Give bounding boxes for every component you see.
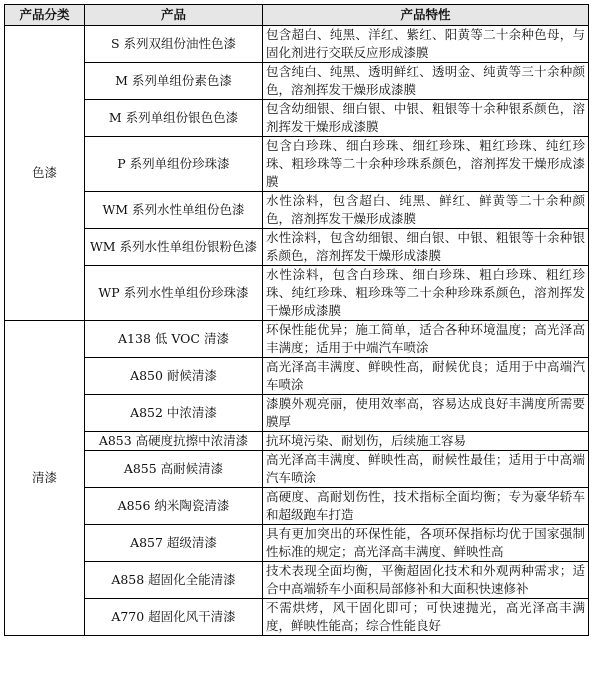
table-row — [5, 599, 589, 636]
features-cell: 水性涂料，包含白珍珠、细白珍珠、粗白珍珠、粗红珍珠、纯红珍珠、粗珍珠等二十余种珍珠系颜色，溶剂挥发干燥形成漆膜 — [263, 266, 589, 321]
features-cell: 高光泽高丰满度、鲜映性高，耐候优良；适用于中高端汽车喷涂 — [263, 358, 589, 395]
product-cell: A855 高耐候清漆 — [85, 451, 263, 488]
product-cell: WP 系列水性单组份珍珠漆 — [85, 266, 263, 321]
features-cell: 包含白珍珠、细白珍珠、细红珍珠、粗红珍珠、纯红珍珠、粗珍珠等二十余种珍珠系颜色，溶剂挥发干燥形成漆膜 — [263, 137, 589, 192]
features-cell: 包含纯白、纯黑、透明鲜红、透明金、纯黄等三十余种颜色，溶剂挥发干燥形成漆膜 — [263, 63, 589, 100]
product-table-container — [4, 4, 588, 636]
features-cell: 技术表现全面均衡，平衡超固化技术和外观两种需求；适合中高端轿车小面积局部修补和大面积快速修补 — [263, 562, 589, 599]
features-cell: 漆膜外观亮丽，使用效率高，容易达成良好丰满度所需要膜厚 — [263, 395, 589, 432]
table-row — [5, 100, 589, 137]
header-product: 产品 — [85, 5, 263, 26]
features-cell: 水性涂料，包含幼细银、细白银、中银、粗银等十余种银系颜色，溶剂挥发干燥形成漆膜 — [263, 229, 589, 266]
table-row — [5, 26, 589, 63]
table-row — [5, 321, 589, 358]
features-cell: 不需烘烤，风干固化即可；可快速抛光，高光泽高丰满度，鲜映性能高；综合性能良好 — [263, 599, 589, 636]
table-row — [5, 137, 589, 192]
features-cell: 高光泽高丰满度、鲜映性高，耐候性最佳；适用于中高端汽车喷涂 — [263, 451, 589, 488]
features-cell: 具有更加突出的环保性能，各项环保指标均优于国家强制性标准的规定；高光泽高丰满度、鲜映性高 — [263, 525, 589, 562]
header-features: 产品特性 — [263, 5, 589, 26]
product-cell: S 系列双组份油性色漆 — [85, 26, 263, 63]
table-row — [5, 63, 589, 100]
product-cell: WM 系列水性单组份色漆 — [85, 192, 263, 229]
product-table — [4, 4, 589, 636]
product-cell: A856 纳米陶瓷清漆 — [85, 488, 263, 525]
table-row — [5, 488, 589, 525]
table-row — [5, 451, 589, 488]
features-cell: 包含幼细银、细白银、中银、粗银等十余种银系颜色，溶剂挥发干燥形成漆膜 — [263, 100, 589, 137]
product-cell: A853 高硬度抗擦中浓清漆 — [85, 432, 263, 451]
product-cell: A858 超固化全能清漆 — [85, 562, 263, 599]
category-cell-color-paint: 色漆 — [5, 26, 85, 321]
header-category: 产品分类 — [5, 5, 85, 26]
features-cell: 水性涂料，包含超白、纯黑、鲜红、鲜黄等二十余种颜色，溶剂挥发干燥形成漆膜 — [263, 192, 589, 229]
product-cell: A857 超级清漆 — [85, 525, 263, 562]
features-cell: 高硬度、高耐划伤性，技术指标全面均衡；专为豪华轿车和超级跑车打造 — [263, 488, 589, 525]
table-row — [5, 192, 589, 229]
product-cell: M 系列单组份素色漆 — [85, 63, 263, 100]
product-cell: A852 中浓清漆 — [85, 395, 263, 432]
category-cell-clear-coat: 清漆 — [5, 321, 85, 636]
table-row — [5, 266, 589, 321]
features-cell: 抗环境污染、耐划伤，后续施工容易 — [263, 432, 589, 451]
table-row — [5, 432, 589, 451]
table-row — [5, 562, 589, 599]
header-row — [5, 5, 589, 26]
product-cell: WM 系列水性单组份银粉色漆 — [85, 229, 263, 266]
table-row — [5, 525, 589, 562]
table-row — [5, 358, 589, 395]
table-row — [5, 229, 589, 266]
product-cell: P 系列单组份珍珠漆 — [85, 137, 263, 192]
features-cell: 包含超白、纯黑、洋红、紫红、阳黄等二十余种色母，与固化剂进行交联反应形成漆膜 — [263, 26, 589, 63]
product-cell: A138 低 VOC 清漆 — [85, 321, 263, 358]
product-cell: A850 耐候清漆 — [85, 358, 263, 395]
product-cell: M 系列单组份银色色漆 — [85, 100, 263, 137]
product-cell: A770 超固化风干清漆 — [85, 599, 263, 636]
features-cell: 环保性能优异；施工简单，适合各种环境温度；高光泽高丰满度；适用于中端汽车喷涂 — [263, 321, 589, 358]
table-row — [5, 395, 589, 432]
